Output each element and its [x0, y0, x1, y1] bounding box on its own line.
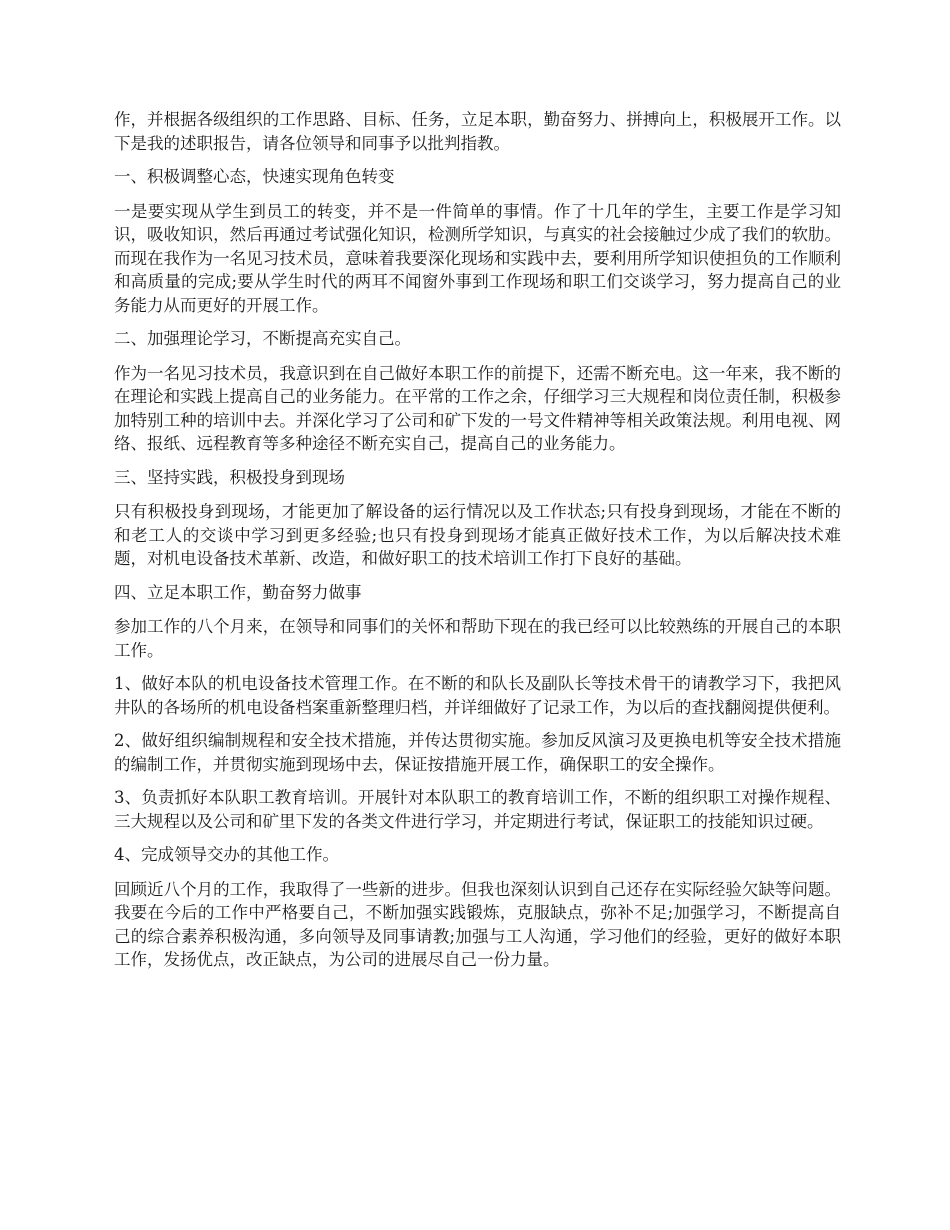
section-2-paragraph: 作为一名见习技术员，我意识到在自己做好本职工作的前提下，还需不断充电。这一年来，我不断的在理论和实践上提高自己的业务能力。在平常的工作之余，仔细学习三大规程和岗位责任制，积极参加特别工种的培训中去。并深化学习了公司和矿下发的一号文件精神等相关政策法规。利用电视、网络、报纸、远程教育等多种途径不断充实自己，提高自己的业务能力。 — [114, 363, 841, 453]
intro-paragraph: 作，并根据各级组织的工作思路、目标、任务，立足本职，勤奋努力、拼搏向上，积极展开工作。以下是我的述职报告，请各位领导和同事予以批判指教。 — [114, 110, 841, 153]
list-item-2: 2、做好组织编制规程和安全技术措施，并传达贯彻实施。参加反风演习及更换电机等安全技术措施的编制工作，并贯彻实施到现场中去，保证按措施开展工作，确保职工的安全操作。 — [114, 731, 841, 774]
section-heading-2: 二、加强理论学习，不断提高充实自己。 — [114, 329, 411, 348]
section-heading-3: 三、坚持实践，积极投身到现场 — [114, 467, 345, 487]
section-4-intro-paragraph: 参加工作的八个月来，在领导和同事们的关怀和帮助下现在的我已经可以比较熟练的开展自己的本职工作。 — [114, 617, 841, 660]
section-3-paragraph: 只有积极投身到现场，才能更加了解设备的运行情况以及工作状态;只有投身到现场，才能在不断的和老工人的交谈中学习到更多经验;也只有投身到现场才能真正做好技术工作，为以后解决技术难题，对机电设备技术革新、改造，和做好职工的技术培训工作打下良好的基础。 — [114, 502, 841, 568]
list-item-4: 4、完成领导交办的其他工作。 — [114, 845, 339, 864]
list-item-1: 1、做好本队的机电设备技术管理工作。在不断的和队长及副队长等技术骨干的请教学习下，我把风井队的各场所的机电设备档案重新整理归档，并详细做好了记录工作，为以后的查找翻阅提供便利。 — [114, 674, 841, 717]
section-1-paragraph: 一是要实现从学生到员工的转变，并不是一件简单的事情。作了十几年的学生，主要工作是学习知识，吸收知识，然后再通过考试强化知识，检测所学知识，与真实的社会接触过少成了我们的软肋。而现在我作为一名见习技术员，意味着我要深化现场和实践中去，要利用所学知识使担负的工作顺利和高质量的完成;要从学生时代的两耳不闻窗外事到工作现场和职工们交谈学习，努力提高自己的业务能力从而更好的开展工作。 — [114, 201, 841, 315]
conclusion-paragraph: 回顾近八个月的工作，我取得了一些新的进步。但我也深刻认识到自己还存在实际经验欠缺等问题。我要在今后的工作中严格要自己，不断加强实践锻炼，克服缺点，弥补不足;加强学习，不断提高自己的综合素养积极沟通，多向领导及同事请教;加强与工人沟通，学习他们的经验，更好的做好本职工作，发扬优点，改正缺点，为公司的进展尽自己一份力量。 — [114, 879, 841, 969]
document-page — [114, 108, 841, 982]
list-item-3: 3、负责抓好本队职工教育培训。开展针对本队职工的教育培训工作，不断的组织职工对操作规程、三大规程以及公司和矿里下发的各类文件进行学习，并定期进行考试，保证职工的技能知识过硬。 — [114, 788, 841, 831]
section-heading-4: 四、立足本职工作，勤奋努力做事 — [114, 582, 362, 602]
section-heading-1: 一、积极调整心态，快速实现角色转变 — [114, 167, 395, 186]
